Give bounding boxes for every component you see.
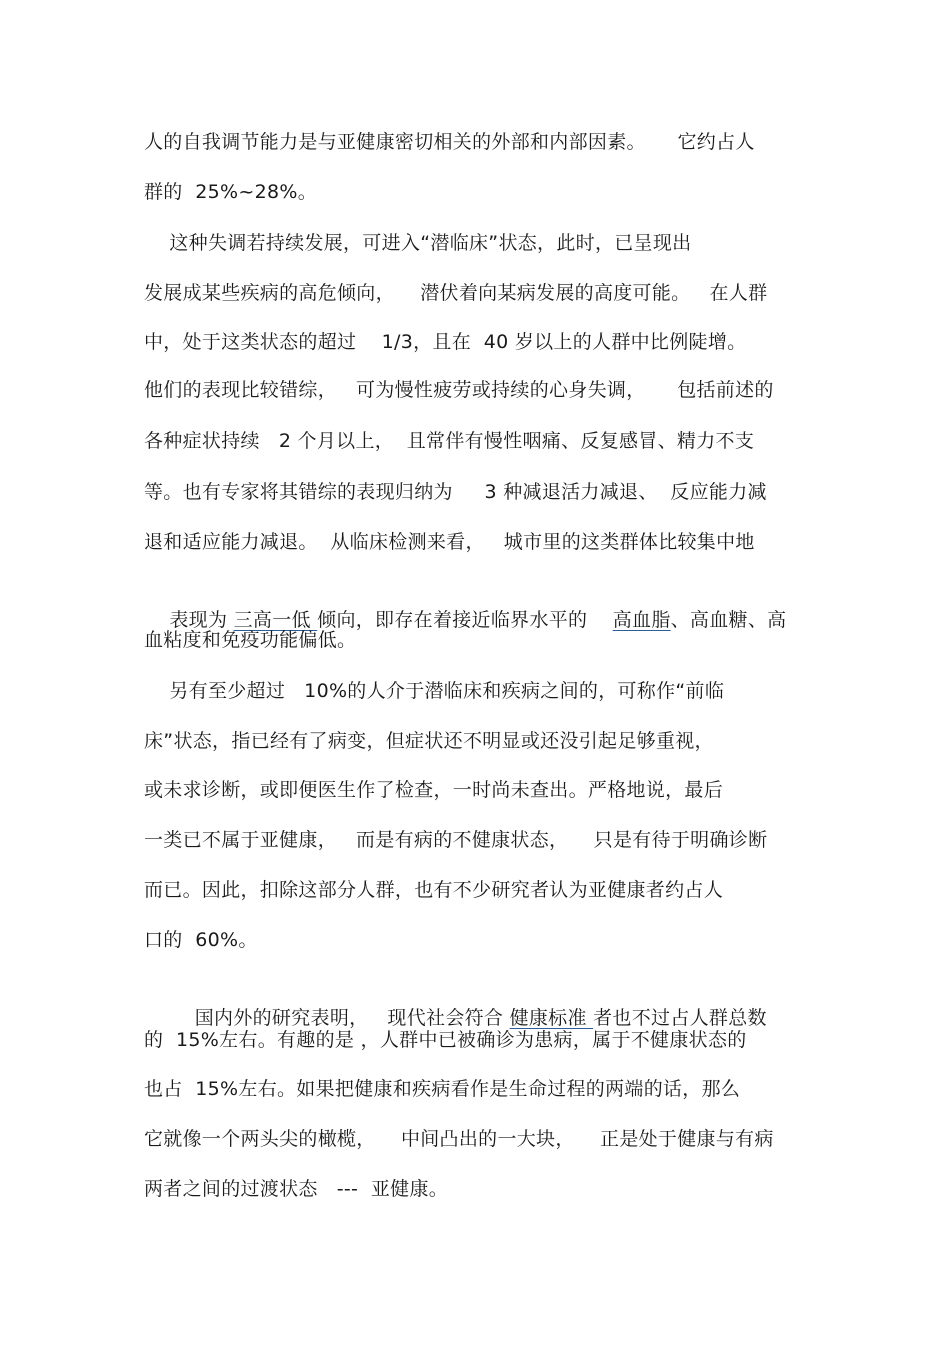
text-line-22: 两者之间的过渡状态 --- 亚健康。 bbox=[144, 1178, 449, 1200]
jian-kang-biao-zhun-link[interactable]: 健康标准 bbox=[509, 1007, 594, 1029]
text-line-9: 退和适应能力减退。 从临床检测来看， 城市里的这类群体比较集中地 bbox=[144, 531, 755, 553]
text-line-14: 或未求诊断，或即便医生作了检查，一时尚未查出。严格地说，最后 bbox=[144, 779, 724, 801]
gao-xue-zhi-link[interactable]: 高血脂 bbox=[612, 609, 671, 631]
text-line-19: 的 15%左右。有趣的是 ，人群中已被确诊为患病，属于不健康状态的 bbox=[144, 1029, 747, 1051]
text-line-1: 人的自我调节能力是与亚健康密切相关的外部和内部因素。 它约占人 bbox=[144, 131, 755, 153]
text-line-12: 另有至少超过 10%的人介于潜临床和疾病之间的，可称作“前临 bbox=[144, 680, 725, 702]
line-10-prefix: 表现为 bbox=[169, 609, 234, 631]
text-line-5: 中，处于这类状态的超过 1/3，且在 40 岁以上的人群中比例陡增。 bbox=[144, 331, 747, 353]
san-gao-yi-di-link[interactable]: 三高一低 bbox=[233, 609, 318, 631]
text-line-15: 一类已不属于亚健康， 而是有病的不健康状态， 只是有待于明确诊断 bbox=[144, 829, 768, 851]
text-line-17: 口的 60%。 bbox=[144, 929, 258, 951]
text-line-11: 血粘度和免疫功能偏低。 bbox=[144, 629, 357, 651]
text-line-6: 他们的表现比较错综， 可为慢性疲劳或持续的心身失调， 包括前述的 bbox=[144, 379, 774, 401]
line-18-prefix: 国内外的研究表明， 现代社会符合 bbox=[169, 1007, 510, 1029]
text-line-21: 它就像一个两头尖的橄榄， 中间凸出的一大块， 正是处于健康与有病 bbox=[144, 1128, 774, 1150]
text-line-13: 床”状态，指已经有了病变，但症状还不明显或还没引起足够重视， bbox=[144, 730, 714, 752]
text-line-2: 群的 25%~28%。 bbox=[144, 181, 318, 203]
line-18-suffix: 者也不过占人群总数 bbox=[593, 1007, 767, 1029]
text-line-7: 各种症状持续 2 个月以上， 且常伴有慢性咽痛、反复感冒、精力不支 bbox=[144, 430, 755, 452]
line-10-suffix: 、高血糖、高 bbox=[670, 609, 787, 631]
text-line-16: 而已。因此，扣除这部分人群，也有不少研究者认为亚健康者约占人 bbox=[144, 879, 724, 901]
text-line-4: 发展成某些疾病的高危倾向， 潜伏着向某病发展的高度可能。 在人群 bbox=[144, 282, 768, 304]
text-line-8: 等。也有专家将其错综的表现归纳为 3 种减退活力减退、 反应能力减 bbox=[144, 481, 767, 503]
text-line-20: 也占 15%左右。如果把健康和疾病看作是生命过程的两端的话，那么 bbox=[144, 1078, 741, 1100]
line-10-middle: 倾向，即存在着接近临界水平的 bbox=[317, 609, 613, 631]
text-line-3: 这种失调若持续发展，可进入“潜临床”状态，此时，已呈现出 bbox=[144, 232, 692, 254]
